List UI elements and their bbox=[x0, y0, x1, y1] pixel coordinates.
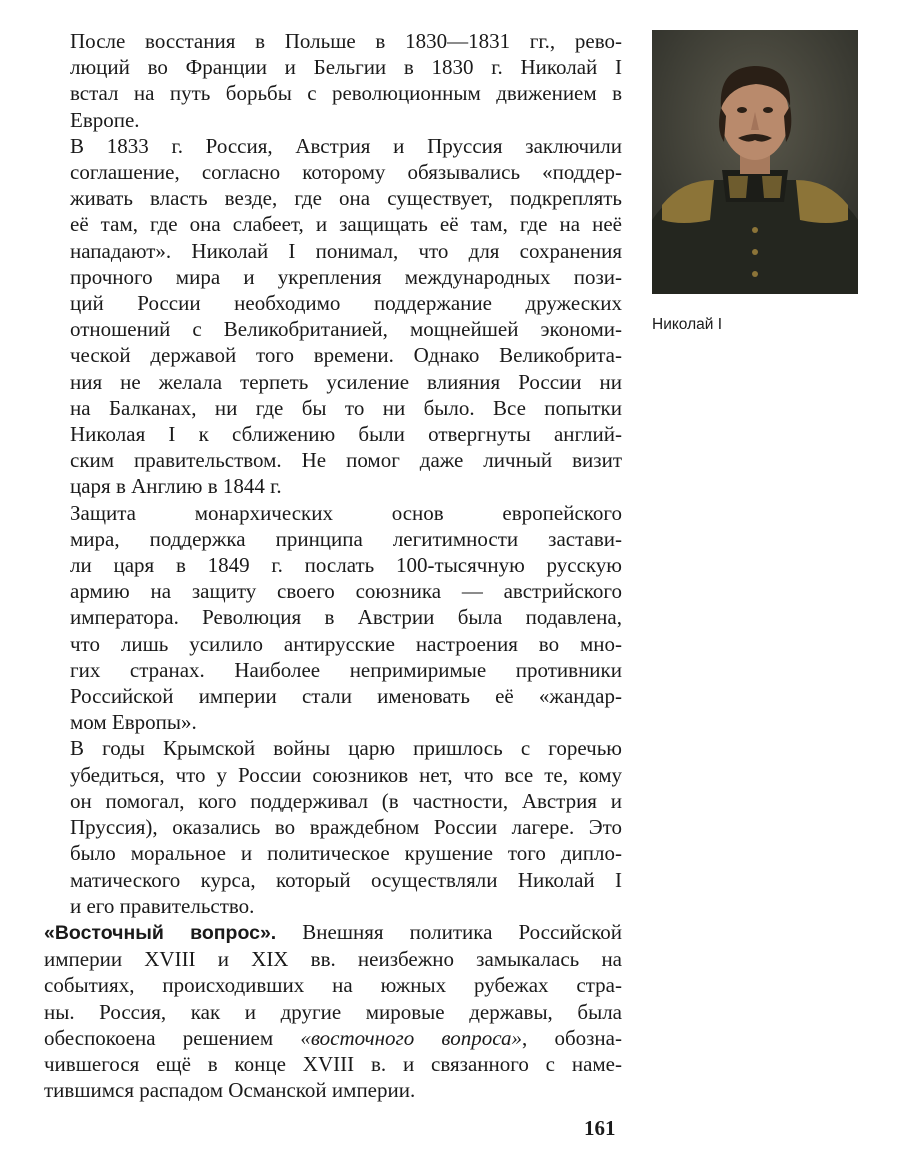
text-line: на Балканах, ни где бы то ни было. Все попытки bbox=[70, 395, 622, 420]
text-line: встал на путь борьбы с революционным движением в bbox=[70, 81, 622, 106]
paragraph bbox=[44, 735, 622, 918]
text-line: ческой державой того времени. Однако Великобрита- bbox=[70, 343, 622, 368]
paragraph bbox=[44, 28, 622, 133]
text-line: В годы Крымской войны царю пришлось с горечью bbox=[70, 736, 622, 761]
text-line: Европе. bbox=[70, 107, 140, 132]
text-line: убедиться, что у России союзников нет, что все те, кому bbox=[70, 762, 622, 787]
text-line: императора. Революция в Австрии была подавлена, bbox=[70, 605, 622, 630]
text-line: её там, где она слабеет, и защищать её там, где на неё bbox=[70, 212, 622, 237]
text-line: чившегося ещё в конце XVIII в. и связанного с наме- bbox=[44, 1051, 622, 1076]
text-line: мом Европы». bbox=[70, 710, 197, 735]
text-line: царя в Англию в 1844 г. bbox=[70, 474, 282, 499]
text-line bbox=[44, 919, 622, 946]
text-line bbox=[44, 1025, 622, 1051]
body-text bbox=[44, 28, 622, 1103]
term-line-after: , обозна- bbox=[522, 1025, 622, 1050]
text-line: прочного мира и укрепления международных пози- bbox=[70, 264, 622, 289]
text-line: После восстания в Польше в 1830—1831 гг., рево- bbox=[70, 29, 622, 53]
text-line: армию на защиту своего союзника — австрийского bbox=[70, 579, 622, 604]
text-line: матического курса, который осуществляли Николай I bbox=[70, 867, 622, 892]
page-number: 161 bbox=[584, 1116, 616, 1140]
portrait-painting bbox=[652, 30, 858, 294]
portrait-caption: Николай I bbox=[652, 316, 723, 333]
text-line: он помогал, кого поддерживал (в частности, Австрия и bbox=[70, 788, 622, 813]
text-line: гих странах. Наиболее непримиримые противники bbox=[70, 657, 622, 682]
term: «восточного вопроса» bbox=[300, 1025, 523, 1050]
text-line: ния не желала терпеть усиление влияния России ни bbox=[70, 369, 622, 394]
portrait-image bbox=[652, 30, 858, 294]
section-heading: «Восточный вопрос». bbox=[44, 921, 277, 944]
text-line: событиях, происходивших на южных рубежах стра- bbox=[44, 973, 622, 998]
text-line: Николая I к сближению были отвергнуты англий- bbox=[70, 422, 622, 447]
text-line: было моральное и политическое крушение того дипло- bbox=[70, 841, 622, 866]
text-line: Российской империи стали именовать её «жандар- bbox=[70, 684, 622, 709]
text-line: ским правительством. Не помог даже личный визит bbox=[70, 448, 622, 473]
term-line-before: обеспокоена решением bbox=[44, 1025, 301, 1050]
text-line: люций во Франции и Бельгии в 1830 г. Николай I bbox=[70, 55, 622, 80]
text-line: нападают». Николай I понимал, что для сохранения bbox=[70, 238, 622, 263]
paragraph bbox=[44, 500, 622, 736]
section-first-line-rest: Внешняя политика Российской bbox=[276, 919, 622, 944]
paragraph bbox=[44, 133, 622, 500]
text-line: мира, поддержка принципа легитимности застави- bbox=[70, 526, 622, 551]
text-line: ны. Россия, как и другие мировые державы, была bbox=[44, 999, 622, 1024]
text-line: живать власть везде, где она существует, подкреплять bbox=[70, 186, 622, 211]
text-line: ций России необходимо поддержание дружеских bbox=[70, 291, 622, 316]
text-line: ли царя в 1849 г. послать 100-тысячную русскую bbox=[70, 553, 622, 578]
text-line: что лишь усилило антирусские настроения во мно- bbox=[70, 631, 622, 656]
text-line: отношений с Великобританией, мощнейшей экономи- bbox=[70, 317, 622, 342]
text-line: соглашение, согласно которому обязывались «поддер- bbox=[70, 160, 622, 185]
text-line: Пруссия), оказались во враждебном России лагере. Это bbox=[70, 815, 622, 840]
text-line: тившимся распадом Османской империи. bbox=[44, 1078, 416, 1103]
section-paragraph bbox=[44, 919, 622, 1103]
text-line: империи XVIII и XIX вв. неизбежно замыкалась на bbox=[44, 947, 622, 972]
text-line: и его правительство. bbox=[70, 893, 255, 918]
text-line: В 1833 г. Россия, Австрия и Пруссия заключили bbox=[70, 133, 622, 158]
text-line: Защита монархических основ европейского bbox=[70, 500, 622, 525]
